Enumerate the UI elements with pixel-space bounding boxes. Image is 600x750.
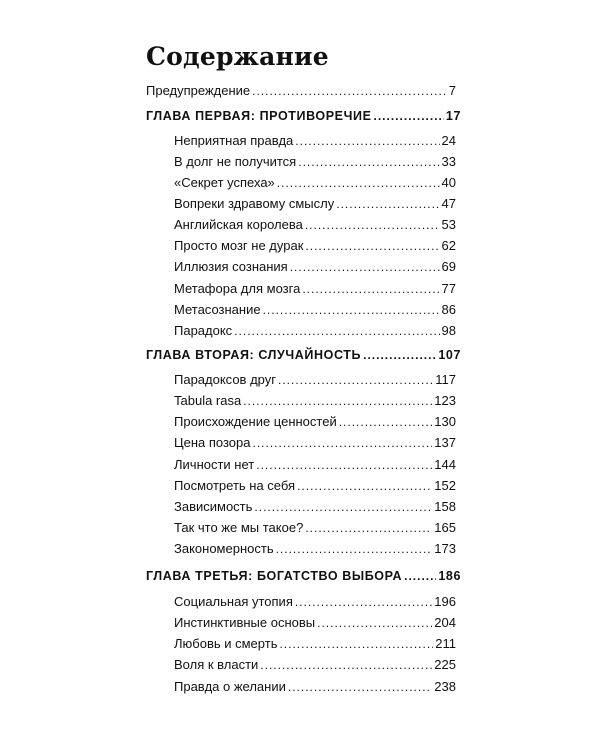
toc-entry bbox=[174, 498, 456, 516]
toc-entry-page: 130 bbox=[434, 414, 456, 429]
dot-leader bbox=[263, 301, 440, 319]
toc-entry-label: Парадокс bbox=[174, 323, 233, 338]
toc-entry bbox=[174, 174, 456, 192]
toc-entry bbox=[174, 434, 456, 452]
toc-entry bbox=[174, 195, 456, 213]
dot-leader bbox=[279, 635, 433, 653]
toc-entry-label: Парадоксов друг bbox=[174, 372, 276, 387]
toc-entry-label: Правда о желании bbox=[174, 679, 286, 694]
toc-entry-label: Метасознание bbox=[174, 302, 261, 317]
toc-entry-label: Предупреждение bbox=[146, 83, 251, 98]
toc-entry-page: 238 bbox=[434, 679, 456, 694]
dot-leader bbox=[253, 434, 433, 452]
dot-leader bbox=[277, 174, 440, 192]
page-title: Содержание bbox=[146, 42, 329, 71]
toc-entry-page: 137 bbox=[434, 435, 456, 450]
toc-entry-label: Просто мозг не дурак bbox=[174, 238, 304, 253]
toc-entry bbox=[174, 614, 456, 632]
toc-entry-label: Цена позора bbox=[174, 435, 251, 450]
dot-leader bbox=[302, 280, 439, 298]
toc-entry bbox=[174, 301, 456, 319]
dot-leader bbox=[276, 540, 433, 558]
dot-leader bbox=[260, 656, 432, 674]
toc-entry-label: Происхождение ценностей bbox=[174, 414, 337, 429]
toc-entry-page: 211 bbox=[435, 636, 456, 651]
toc-entry-label: Инстинктивные основы bbox=[174, 615, 316, 630]
toc-entry bbox=[174, 153, 456, 171]
dot-leader bbox=[295, 593, 432, 611]
toc-entry-page: 144 bbox=[434, 457, 456, 472]
toc-entry-label: Вопреки здравому смыслу bbox=[174, 196, 335, 211]
toc-entry bbox=[174, 456, 456, 474]
toc-entry-page: 173 bbox=[434, 541, 456, 556]
toc-entry-label: Воля к власти bbox=[174, 657, 259, 672]
toc-entry bbox=[174, 322, 456, 340]
toc-entry-preface bbox=[146, 82, 456, 100]
toc-entry-page: 53 bbox=[441, 217, 456, 232]
toc-entry-label: Неприятная правда bbox=[174, 133, 294, 148]
toc-entry bbox=[174, 656, 456, 674]
toc-entry-page: 40 bbox=[441, 175, 456, 190]
toc-entry-page: 24 bbox=[441, 133, 456, 148]
toc-chapter-heading bbox=[146, 107, 461, 125]
toc-entry-page: 7 bbox=[448, 83, 456, 98]
dot-leader bbox=[254, 498, 432, 516]
toc-entry-label: В долг не получится bbox=[174, 154, 297, 169]
toc-entry-page: 204 bbox=[434, 615, 456, 630]
dot-leader bbox=[305, 237, 439, 255]
dot-leader bbox=[252, 82, 447, 100]
dot-leader bbox=[336, 195, 439, 213]
dot-leader bbox=[404, 567, 436, 585]
toc-entry bbox=[174, 635, 456, 653]
toc-entry bbox=[174, 132, 456, 150]
toc-chapter-heading bbox=[146, 346, 461, 364]
toc-entry-page: 77 bbox=[441, 281, 456, 296]
toc-entry-page: 158 bbox=[434, 499, 456, 514]
dot-leader bbox=[317, 614, 432, 632]
dot-leader bbox=[298, 153, 439, 171]
dot-leader bbox=[256, 456, 432, 474]
dot-leader bbox=[374, 107, 444, 125]
toc-entry-label: Зависимость bbox=[174, 499, 253, 514]
toc-entry-page: 47 bbox=[441, 196, 456, 211]
toc-entry-label: Метафора для мозга bbox=[174, 281, 301, 296]
toc-entry-label: «Секрет успеха» bbox=[174, 175, 275, 190]
chapter-page: 186 bbox=[438, 569, 461, 583]
toc-entry-label: Так что же мы такое? bbox=[174, 520, 304, 535]
toc-entry-page: 98 bbox=[441, 323, 456, 338]
dot-leader bbox=[290, 258, 440, 276]
dot-leader bbox=[243, 392, 432, 410]
toc-entry bbox=[174, 477, 456, 495]
toc-entry bbox=[174, 593, 456, 611]
dot-leader bbox=[288, 678, 432, 696]
chapter-page: 17 bbox=[445, 109, 461, 123]
toc-entry-label: Личности нет bbox=[174, 457, 255, 472]
toc-entry bbox=[174, 519, 456, 537]
dot-leader bbox=[305, 216, 440, 234]
dot-leader bbox=[234, 322, 439, 340]
toc-entry bbox=[174, 258, 456, 276]
toc-entry bbox=[174, 216, 456, 234]
toc-entry-page: 152 bbox=[434, 478, 456, 493]
dot-leader bbox=[297, 477, 432, 495]
toc-entry-label: Закономерность bbox=[174, 541, 274, 556]
toc-chapter-heading bbox=[146, 567, 461, 585]
toc-entry-page: 123 bbox=[434, 393, 456, 408]
chapter-label: ГЛАВА ПЕРВАЯ: ПРОТИВОРЕЧИЕ bbox=[146, 109, 372, 123]
toc-entry-label: Иллюзия сознания bbox=[174, 259, 288, 274]
toc-entry-page: 225 bbox=[434, 657, 456, 672]
toc-entry bbox=[174, 392, 456, 410]
toc-entry bbox=[174, 413, 456, 431]
toc-entry-page: 196 bbox=[434, 594, 456, 609]
toc-entry-page: 165 bbox=[434, 520, 456, 535]
toc-entry bbox=[174, 237, 456, 255]
chapter-page: 107 bbox=[438, 348, 461, 362]
toc-entry-label: Посмотреть на себя bbox=[174, 478, 296, 493]
chapter-label: ГЛАВА ВТОРАЯ: СЛУЧАЙНОСТЬ bbox=[146, 348, 362, 362]
toc-entry-page: 69 bbox=[441, 259, 456, 274]
toc-entry-label: Любовь и смерть bbox=[174, 636, 278, 651]
chapter-label: ГЛАВА ТРЕТЬЯ: БОГАТСТВО ВЫБОРА bbox=[146, 569, 403, 583]
toc-entry-page: 117 bbox=[435, 372, 456, 387]
toc-entry bbox=[174, 280, 456, 298]
dot-leader bbox=[339, 413, 433, 431]
toc-entry bbox=[174, 678, 456, 696]
dot-leader bbox=[295, 132, 439, 150]
toc-entry-label: Tabula rasa bbox=[174, 393, 242, 408]
toc-entry-page: 86 bbox=[441, 302, 456, 317]
dot-leader bbox=[305, 519, 432, 537]
toc-entry bbox=[174, 540, 456, 558]
toc-entry-label: Социальная утопия bbox=[174, 594, 293, 609]
toc-entry-page: 62 bbox=[441, 238, 456, 253]
toc-entry-page: 33 bbox=[441, 154, 456, 169]
toc-entry bbox=[174, 371, 456, 389]
dot-leader bbox=[363, 346, 436, 364]
toc-entry-label: Английская королева bbox=[174, 217, 303, 232]
dot-leader bbox=[278, 371, 433, 389]
